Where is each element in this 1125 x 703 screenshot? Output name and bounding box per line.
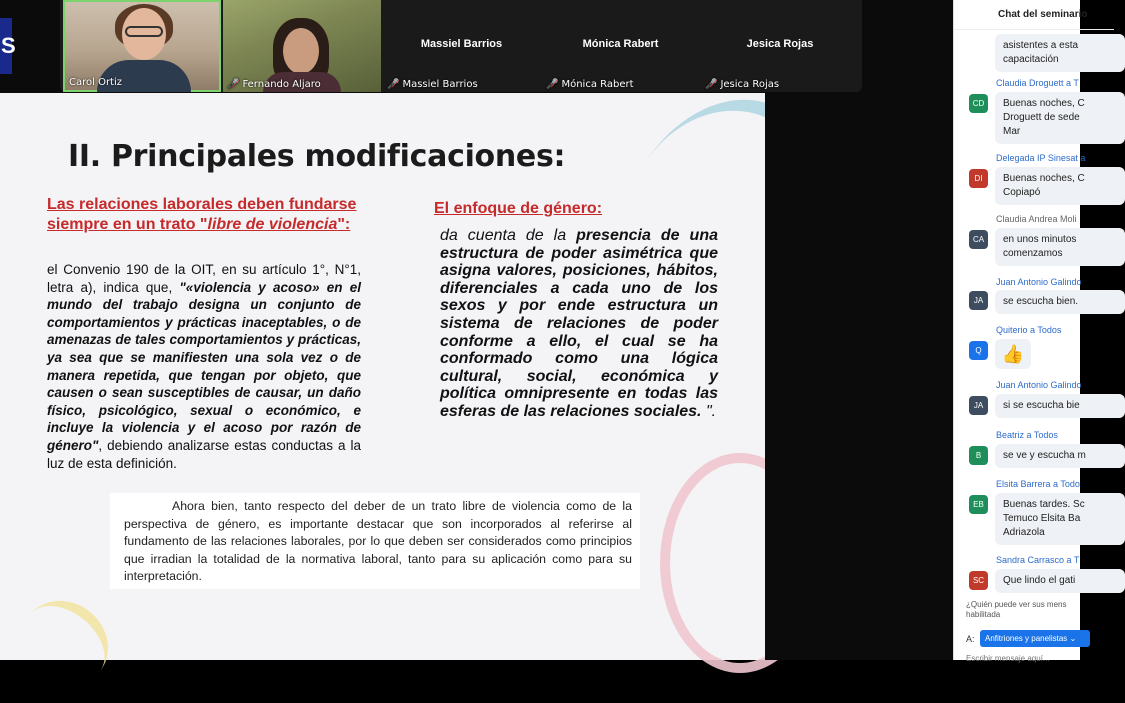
avatar: CA — [969, 230, 988, 249]
mic-muted-icon: 🎤̸ — [705, 79, 718, 90]
chat-message-bubble: Buenas noches, C Copiapó — [995, 167, 1125, 205]
recipient-dropdown[interactable]: Anfitriones y panelistas ⌄ — [980, 630, 1090, 647]
chat-message-bubble: asistentes a esta capacitación — [995, 34, 1125, 72]
chat-message-bubble: en unos minutos comenzamos — [995, 228, 1125, 266]
participant-name-label: 🎤̸ Fernando Aljaro — [227, 79, 321, 90]
glasses — [125, 26, 163, 37]
participant-display-name: Mónica Rabert — [582, 38, 659, 50]
participant-tile-jesica-rojas[interactable] — [701, 0, 859, 92]
participant-tile-carol-ortiz[interactable] — [63, 0, 221, 92]
avatar: JA — [969, 396, 988, 415]
background-gap — [765, 93, 953, 660]
chat-sender: Delegada IP Sinesat a — [996, 153, 1086, 163]
shared-screen-slide — [0, 93, 765, 660]
participant-name-label: 🎤̸ Jesica Rojas — [705, 79, 780, 90]
right-heading: El enfoque de género: — [434, 200, 603, 217]
avatar: EB — [969, 495, 988, 514]
chat-sender: Beatriz a Todos — [996, 430, 1058, 440]
chat-sender: Juan Antonio Galindo — [996, 380, 1082, 390]
avatar: B — [969, 446, 988, 465]
decorative-brush-stroke — [5, 583, 125, 702]
chat-permissions-note: ¿Quién puede ver sus mens habilitada — [966, 600, 1067, 619]
participant-tile-fernando-aljaro[interactable] — [223, 0, 381, 92]
chat-sender: Juan Antonio Galindo — [996, 277, 1082, 287]
chat-message-bubble: se ve y escucha m — [995, 444, 1125, 468]
thumbs-up-icon: 👍 — [995, 339, 1031, 369]
avatar: CD — [969, 94, 988, 113]
participant-strip — [60, 0, 862, 92]
chat-message-bubble: Buenas tardes. Sc Temuco Elsita Ba Adriazola — [995, 493, 1125, 545]
participant-display-name: Massiel Barrios — [420, 38, 503, 50]
brand-strip — [0, 18, 16, 74]
note-box: Ahora bien, tanto respecto del deber de un trato libre de violencia como de la perspectiva de género, es importante destacar que son incorporados al referirse al fundamento de las relaciones laborales, por lo que deben ser considerados como principios que irradian la totalidad de la normativa laboral, tanto para su aplicación como para su interpretación. — [110, 493, 640, 589]
mic-muted-icon: 🎤̸ — [546, 79, 559, 90]
recipient-label: A: — [966, 634, 975, 644]
right-body-text: da cuenta de la presencia de una estructura de poder asimétrica que asigna valores, posiciones, hábitos, diferenciales a cada uno de los sexos y por ende estructura un sistema de relaciones de poder conforme a ello, el cual se ha conformado como una lógica cultural, social, económica y política omnipresente en todas las esferas de las relaciones sociales. ". — [440, 227, 718, 420]
avatar: DI — [969, 169, 988, 188]
chat-title: Chat del seminario — [954, 0, 1114, 30]
chat-sender: Claudia Andrea Moli — [996, 214, 1077, 224]
participant-name-label: 🎤̸ Massiel Barrios — [387, 79, 478, 90]
participant-face — [283, 28, 319, 74]
chat-message-bubble: se escucha bien. — [995, 290, 1125, 314]
mic-muted-icon: 🎤̸ — [227, 79, 240, 90]
chat-sender: Elsita Barrera a Todo — [996, 479, 1080, 489]
chat-sender: Claudia Droguett a T — [996, 78, 1079, 88]
slide-title: II. Principales modificaciones: — [68, 139, 566, 174]
chat-sender: Quiterio a Todos — [996, 325, 1062, 335]
chat-message-bubble: Que lindo el gati — [995, 569, 1125, 593]
participant-name-label: Carol Ortiz — [69, 77, 123, 88]
chat-message-bubble: Buenas noches, C Droguett de sede Mar — [995, 92, 1125, 144]
avatar: Q — [969, 341, 988, 360]
left-body-text: el Convenio 190 de la OIT, en su artículo 1°, N°1, letra a), indica que, "«violencia y acoso» en el mundo del trabajo designa un conjunto de comportamientos y prácticas inaceptables, o de amenazas de tales comportamientos y prácticas, ya sea que se manifiesten una sola vez o de manera repetida, que tengan por objeto, que causen o sean susceptibles de causar, un daño físico, psicológico, sexual o económico, e incluye la violencia y el acoso por razón de género", debiendo analizarse estas conductas a la luz de esta definición. — [47, 262, 361, 471]
chat-message-input[interactable] — [966, 652, 1096, 664]
brand-fragment: S — [1, 33, 16, 58]
avatar: SC — [969, 571, 988, 590]
avatar: JA — [969, 291, 988, 310]
chat-panel — [953, 0, 1088, 660]
participant-name-label: 🎤̸ Mónica Rabert — [546, 79, 634, 90]
chat-sender: Sandra Carrasco a T — [996, 555, 1080, 565]
mic-muted-icon: 🎤̸ — [387, 79, 400, 90]
participant-display-name: Jesica Rojas — [746, 38, 814, 50]
participant-tile-massiel-barrios[interactable] — [383, 0, 540, 92]
left-heading: Las relaciones laborales deben fundarse siempre en un trato "libre de violencia": — [47, 196, 357, 233]
participant-tile-monica-rabert[interactable] — [542, 0, 699, 92]
chat-message-bubble: si se escucha bie — [995, 394, 1125, 418]
